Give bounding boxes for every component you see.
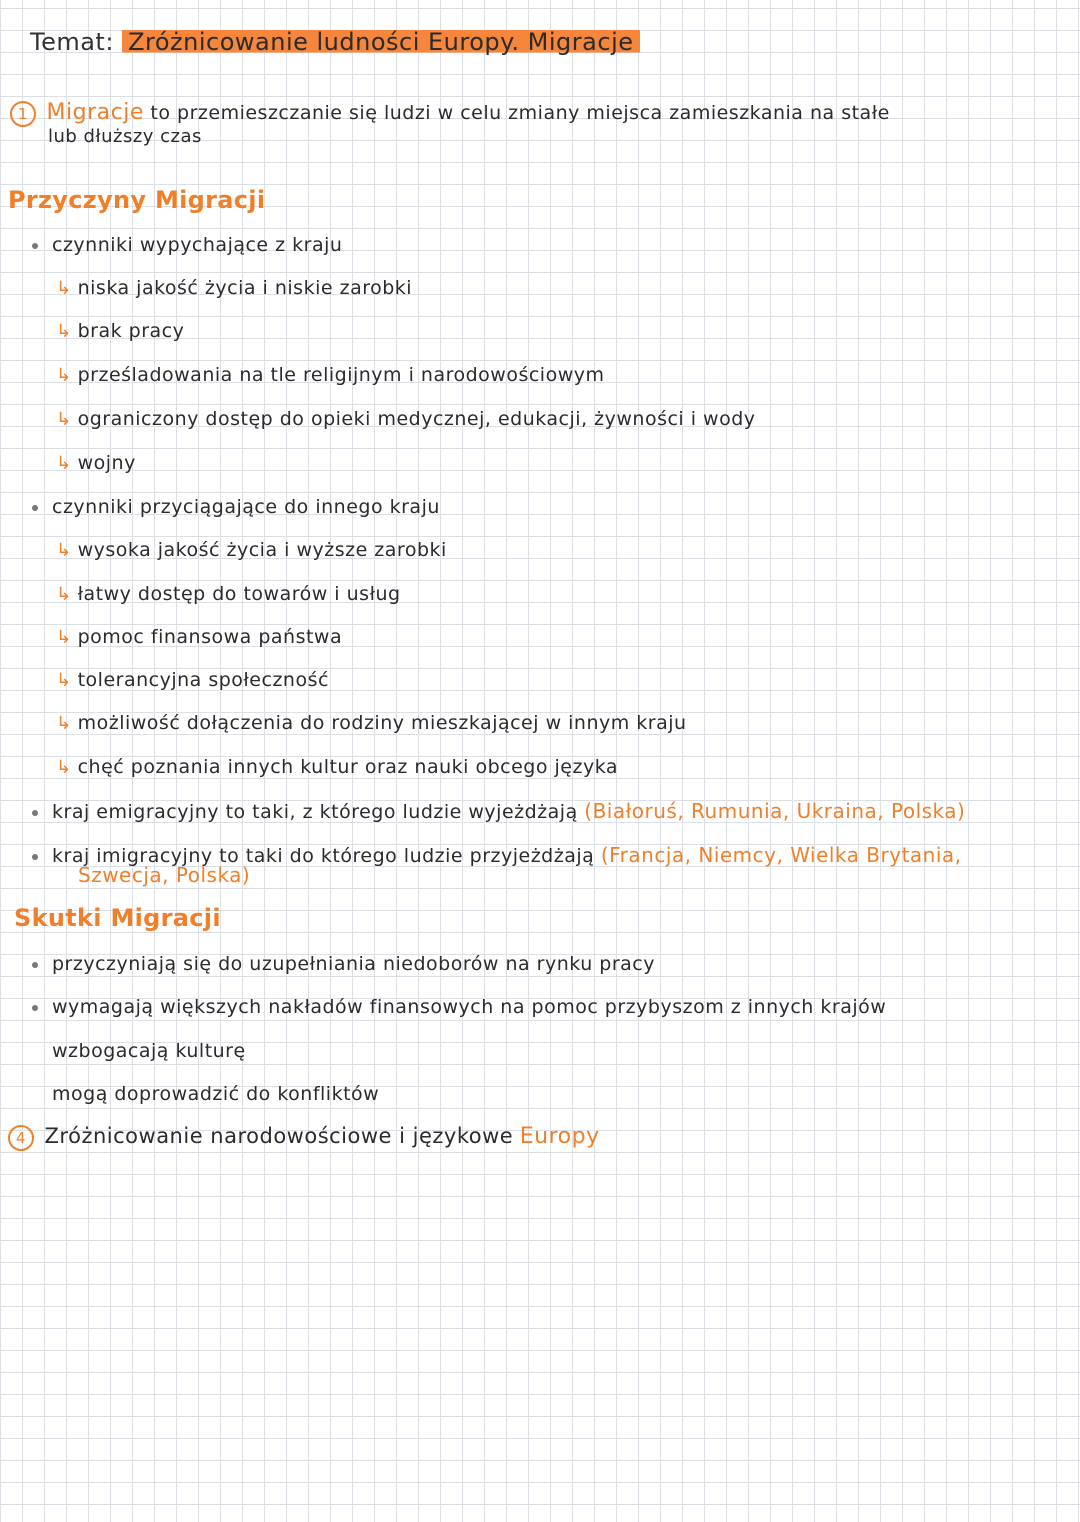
definition-text-2: lub dłuższy czas — [48, 126, 202, 147]
arrow-icon: ↳ — [56, 453, 72, 474]
emigration-country-line: kraj emigracyjny to taki, z którego ludzie wyjeżdżają (Białoruś, Rumunia, Ukraina, Polska) — [32, 799, 965, 823]
bullet-icon — [32, 1005, 38, 1011]
bullet-icon — [32, 810, 38, 816]
arrow-icon: ↳ — [56, 627, 72, 648]
immigration-examples-1: (Francja, Niemcy, Wielka Brytania, — [600, 843, 962, 867]
effect-item: wymagają większych nakładów finansowych na pomoc przybyszom z innych krajów — [32, 996, 886, 1018]
section-number-4: 4 — [8, 1125, 34, 1151]
definition-text-1: to przemieszczanie się ludzi w celu zmiany miejsca zamieszkania na stałe — [150, 102, 890, 124]
push-item: ↳ brak pracy — [56, 320, 185, 342]
bullet-icon — [32, 505, 38, 511]
bullet-icon — [32, 854, 38, 860]
effects-heading: Skutki Migracji — [14, 904, 221, 932]
section-4-line — [8, 1124, 600, 1151]
push-item: ↳ niska jakość życia i niskie zarobki — [56, 277, 413, 299]
pull-item: ↳ możliwość dołączenia do rodziny mieszkającej w innym kraju — [56, 712, 687, 734]
arrow-icon: ↳ — [56, 670, 72, 691]
section-4-text: Zróżnicowanie narodowościowe i językowe — [44, 1124, 514, 1148]
section-number-1: 1 — [10, 101, 36, 127]
push-factors-label: czynniki wypychające z kraju — [32, 234, 342, 256]
bullet-icon — [32, 962, 38, 968]
title-topic: Zróżnicowanie ludności Europy. Migracje — [122, 28, 639, 56]
pull-item: ↳ tolerancyjna społeczność — [56, 669, 329, 691]
bullet-icon — [32, 243, 38, 249]
title-line — [30, 28, 640, 56]
pull-item: ↳ pomoc finansowa państwa — [56, 626, 343, 648]
emigration-examples: (Białoruś, Rumunia, Ukraina, Polska) — [584, 799, 966, 823]
causes-heading: Przyczyny Migracji — [8, 186, 266, 214]
title-label: Temat: — [30, 28, 114, 56]
effect-item: wzbogacają kulturę — [52, 1040, 246, 1062]
effect-item: przyczyniają się do uzupełniania niedoborów na rynku pracy — [32, 953, 655, 975]
arrow-icon: ↳ — [56, 278, 72, 299]
arrow-icon: ↳ — [56, 584, 72, 605]
pull-item: ↳ wysoka jakość życia i wyższe zarobki — [56, 539, 447, 561]
immigration-examples-2: Szwecja, Polska) — [78, 863, 251, 887]
definition-line-1 — [10, 100, 890, 127]
immigration-country-line: kraj imigracyjny to taki do którego ludzie przyjeżdżają (Francja, Niemcy, Wielka Brytania, — [32, 843, 962, 867]
pull-factors-label: czynniki przyciągające do innego kraju — [32, 496, 440, 518]
arrow-icon: ↳ — [56, 757, 72, 778]
pull-item: ↳ łatwy dostęp do towarów i usług — [56, 583, 401, 605]
push-item: ↳ ograniczony dostęp do opieki medycznej, edukacji, żywności i wody — [56, 408, 756, 430]
arrow-icon: ↳ — [56, 713, 72, 734]
section-4-highlight: Europy — [519, 1124, 600, 1149]
arrow-icon: ↳ — [56, 409, 72, 430]
definition-term: Migracje — [46, 100, 144, 125]
arrow-icon: ↳ — [56, 540, 72, 561]
arrow-icon: ↳ — [56, 321, 72, 342]
push-item: ↳ prześladowania na tle religijnym i narodowościowym — [56, 364, 605, 386]
effect-item: mogą doprowadzić do konfliktów — [52, 1083, 380, 1105]
arrow-icon: ↳ — [56, 365, 72, 386]
pull-item: ↳ chęć poznania innych kultur oraz nauki obcego języka — [56, 756, 619, 778]
push-item: ↳ wojny — [56, 452, 136, 474]
